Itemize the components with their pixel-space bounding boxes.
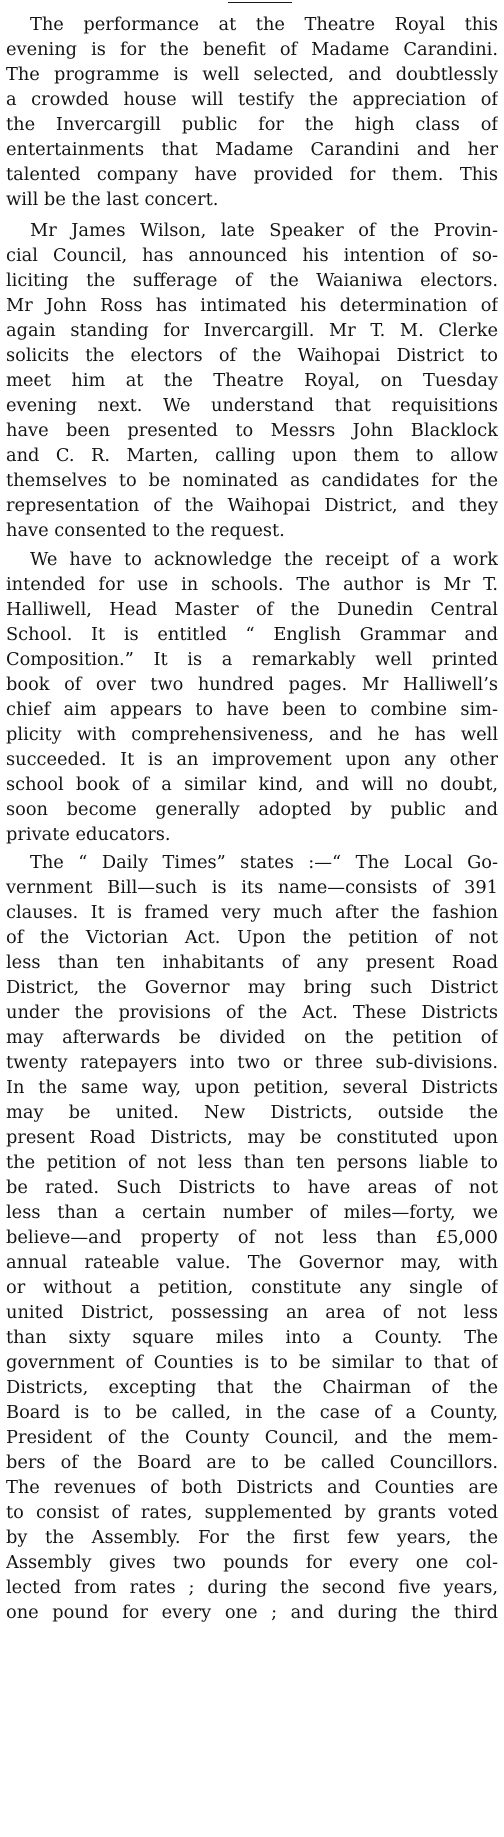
text-line: cial Council, has announced his intention of so- [6, 245, 498, 266]
text-line: Halliwell, Head Master of the Dunedin Central [6, 599, 498, 620]
text-line: talented company have provided for them. This [6, 164, 498, 185]
text-line: themselves to be nominated as candidates for the [6, 470, 498, 491]
text-line: President of the County Council, and the mem- [6, 1427, 498, 1448]
text-line: or without a petition, constitute any single of [6, 1277, 498, 1298]
text-line: twenty ratepayers into two or three sub-divisions. [6, 1052, 498, 1073]
text-line: have been presented to Messrs John Blacklock [6, 420, 498, 441]
text-line: again standing for Invercargill. Mr T. M. Clerke [6, 320, 498, 341]
text-line: united District, possessing an area of not less [6, 1302, 498, 1323]
text-line: Mr John Ross has intimated his determination of [6, 295, 498, 316]
text-line: have consented to the request. [6, 520, 285, 541]
text-line: be rated. Such Districts to have areas of not [6, 1177, 498, 1198]
text-line: liciting the sufferage of the Waianiwa electors. [6, 270, 498, 291]
text-line: succeeded. It is an improvement upon any other [6, 749, 498, 770]
text-line: soon become generally adopted by public and [6, 799, 498, 820]
text-line: may be united. New Districts, outside the [6, 1102, 498, 1123]
text-line: In the same way, upon petition, several Districts [6, 1077, 498, 1098]
text-line: plicity with comprehensiveness, and he has well [6, 724, 498, 745]
text-line: the petition of not less than ten persons liable to [6, 1152, 498, 1173]
text-line: The “ Daily Times” states :—“ The Local Go- [30, 852, 498, 873]
text-line: Board is to be called, in the case of a County, [6, 1402, 498, 1423]
text-line: less than a certain number of miles—forty, we [6, 1202, 498, 1223]
text-line: one pound for every one ; and during the third [6, 1602, 498, 1623]
text-line: may afterwards be divided on the petition of [6, 1027, 498, 1048]
text-line: believe—and property of not less than £5,000 [6, 1227, 498, 1248]
text-line: private educators. [6, 824, 171, 845]
text-line: Mr James Wilson, late Speaker of the Provin- [30, 220, 498, 241]
text-line: chief aim appears to have been to combine sim- [6, 699, 498, 720]
text-line: government of Counties is to be similar to that of [6, 1352, 498, 1373]
text-line: meet him at the Theatre Royal, on Tuesday [6, 370, 498, 391]
newspaper-column [6, 0, 498, 1837]
text-line: evening is for the benefit of Madame Carandini. [6, 39, 498, 60]
text-line: present Road Districts, may be constituted upon [6, 1127, 498, 1148]
text-line: representation of the Waihopai District, and they [6, 495, 498, 516]
text-line: by the Assembly. For the first few years, the [6, 1527, 498, 1548]
text-line: clauses. It is framed very much after the fashion [6, 902, 498, 923]
text-line: the Invercargill public for the high class of [6, 114, 498, 135]
text-line: annual rateable value. The Governor may, with [6, 1252, 498, 1273]
text-line: less than ten inhabitants of any present Road [6, 952, 498, 973]
text-line: and C. R. Marten, calling upon them to allow [6, 445, 498, 466]
text-line: to consist of rates, supplemented by grants voted [6, 1502, 498, 1523]
text-line: a crowded house will testify the appreciation of [6, 89, 498, 110]
text-line: Districts, excepting that the Chairman of the [6, 1377, 498, 1398]
text-line: lected from rates ; during the second five years, [6, 1577, 498, 1598]
text-line: of the Victorian Act. Upon the petition of not [6, 927, 498, 948]
text-line: intended for use in schools. The author is Mr T. [6, 574, 498, 595]
text-line: We have to acknowledge the receipt of a work [30, 549, 498, 570]
text-line: under the provisions of the Act. These Districts [6, 1002, 498, 1023]
text-line: Composition.” It is a remarkably well printed [6, 649, 498, 670]
text-line: book of over two hundred pages. Mr Halliwell’s [6, 674, 498, 695]
text-line: bers of the Board are to be called Councillors. [6, 1452, 498, 1473]
text-line: Assembly gives two pounds for every one col- [6, 1552, 498, 1573]
text-line: The programme is well selected, and doubtlessly [6, 64, 498, 85]
text-line: entertainments that Madame Carandini and her [6, 139, 498, 160]
text-line: The performance at the Theatre Royal this [30, 14, 498, 35]
text-line: vernment Bill—such is its name—consists of 391 [6, 877, 498, 898]
text-line: than sixty square miles into a County. The [6, 1327, 498, 1348]
text-line: will be the last concert. [6, 189, 219, 210]
text-line: School. It is entitled “ English Grammar and [6, 624, 498, 645]
text-line: solicits the electors of the Waihopai District to [6, 345, 498, 366]
text-line: District, the Governor may bring such District [6, 977, 498, 998]
text-line: evening next. We understand that requisitions [6, 395, 498, 416]
column-header-rule [228, 2, 292, 3]
text-line: school book of a similar kind, and will no doubt, [6, 774, 498, 795]
text-line: The revenues of both Districts and Counties are [6, 1477, 498, 1498]
